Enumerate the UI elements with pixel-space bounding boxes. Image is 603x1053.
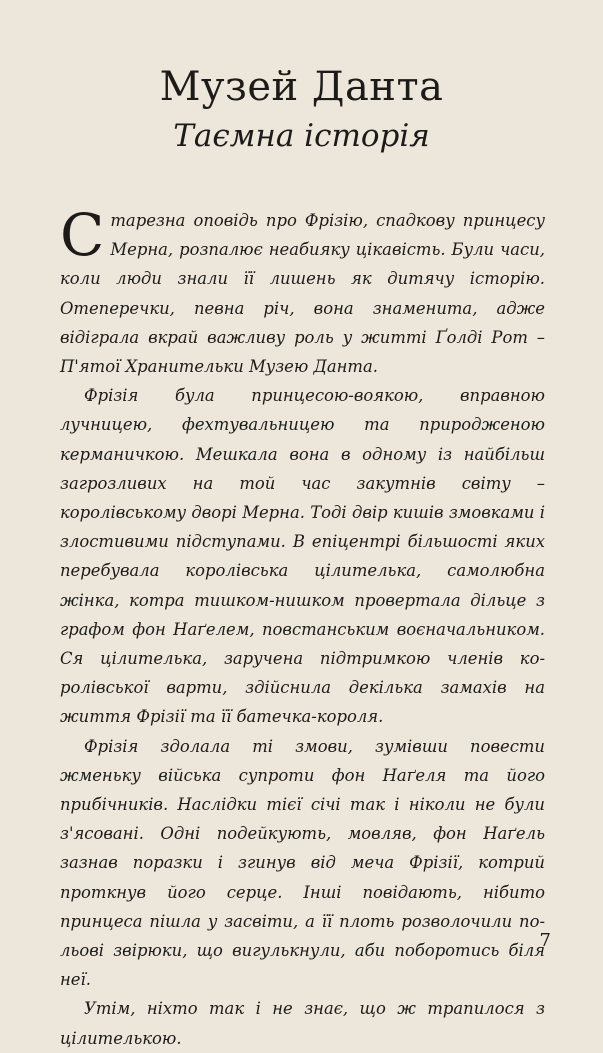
paragraph-2: Фрізія була принцесою-воякою, вправною лучницею, фехтувальницею та природженою керманичкою. Мешкала вона в одному із найбільш загрозливих на той час закутнів світу – королівському дворі Мерна. Тоді двір кишів змовками і злостивими підступами. В епіцентрі більшості яких перебувала королівська цілителька, самолюбна жінка, котра тишком-нишком провертала дільце з графом фон Наґелем, повстанським воєначальником. Ся цілителька, заручена підтримкою членів королівської варти, здійснила декілька замахів на життя Фрізії та її батечка-короля. <box>60 386 545 727</box>
paragraph-4: Утім, ніхто так і не знає, що ж трапилося з цілителькою. <box>60 999 545 1048</box>
drop-cap: С <box>60 201 105 269</box>
page-title: Музей Данта <box>159 64 444 110</box>
page-subtitle: Таємна історія <box>173 118 430 154</box>
paragraph-3: Фрізія здолала ті змови, зумівши повести жменьку війська супроти фон Наґеля та його прибічників. Наслідки тієї січі так і ніколи не були з'ясовані. Одні подейкують, мовляв, фон Наґель зазнав поразки і згинув від меча Фрізії, котрий проткнув його серце. Інші повідають, нібито принцеса пішла у засвіти, а її плоть розволочили польові звірюки, що вигулькнули, аби поборотись біля неї. <box>60 736 545 990</box>
paragraph-1 <box>60 201 545 381</box>
paragraph-1-text: тарезна оповідь про Фрізію, спадкову принцесу Мерна, розпалює неабияку цікавість. Були часи, коли люди знали її лишень як дитячу історію. Отеперечки, певна річ, вона знаменита, адже відіграла вкрай важливу роль у житті Ґолді Рот – П'ятої Хранительки Музею Данта. <box>60 211 545 377</box>
page-number: 7 <box>539 930 551 951</box>
body-text <box>60 201 545 1053</box>
